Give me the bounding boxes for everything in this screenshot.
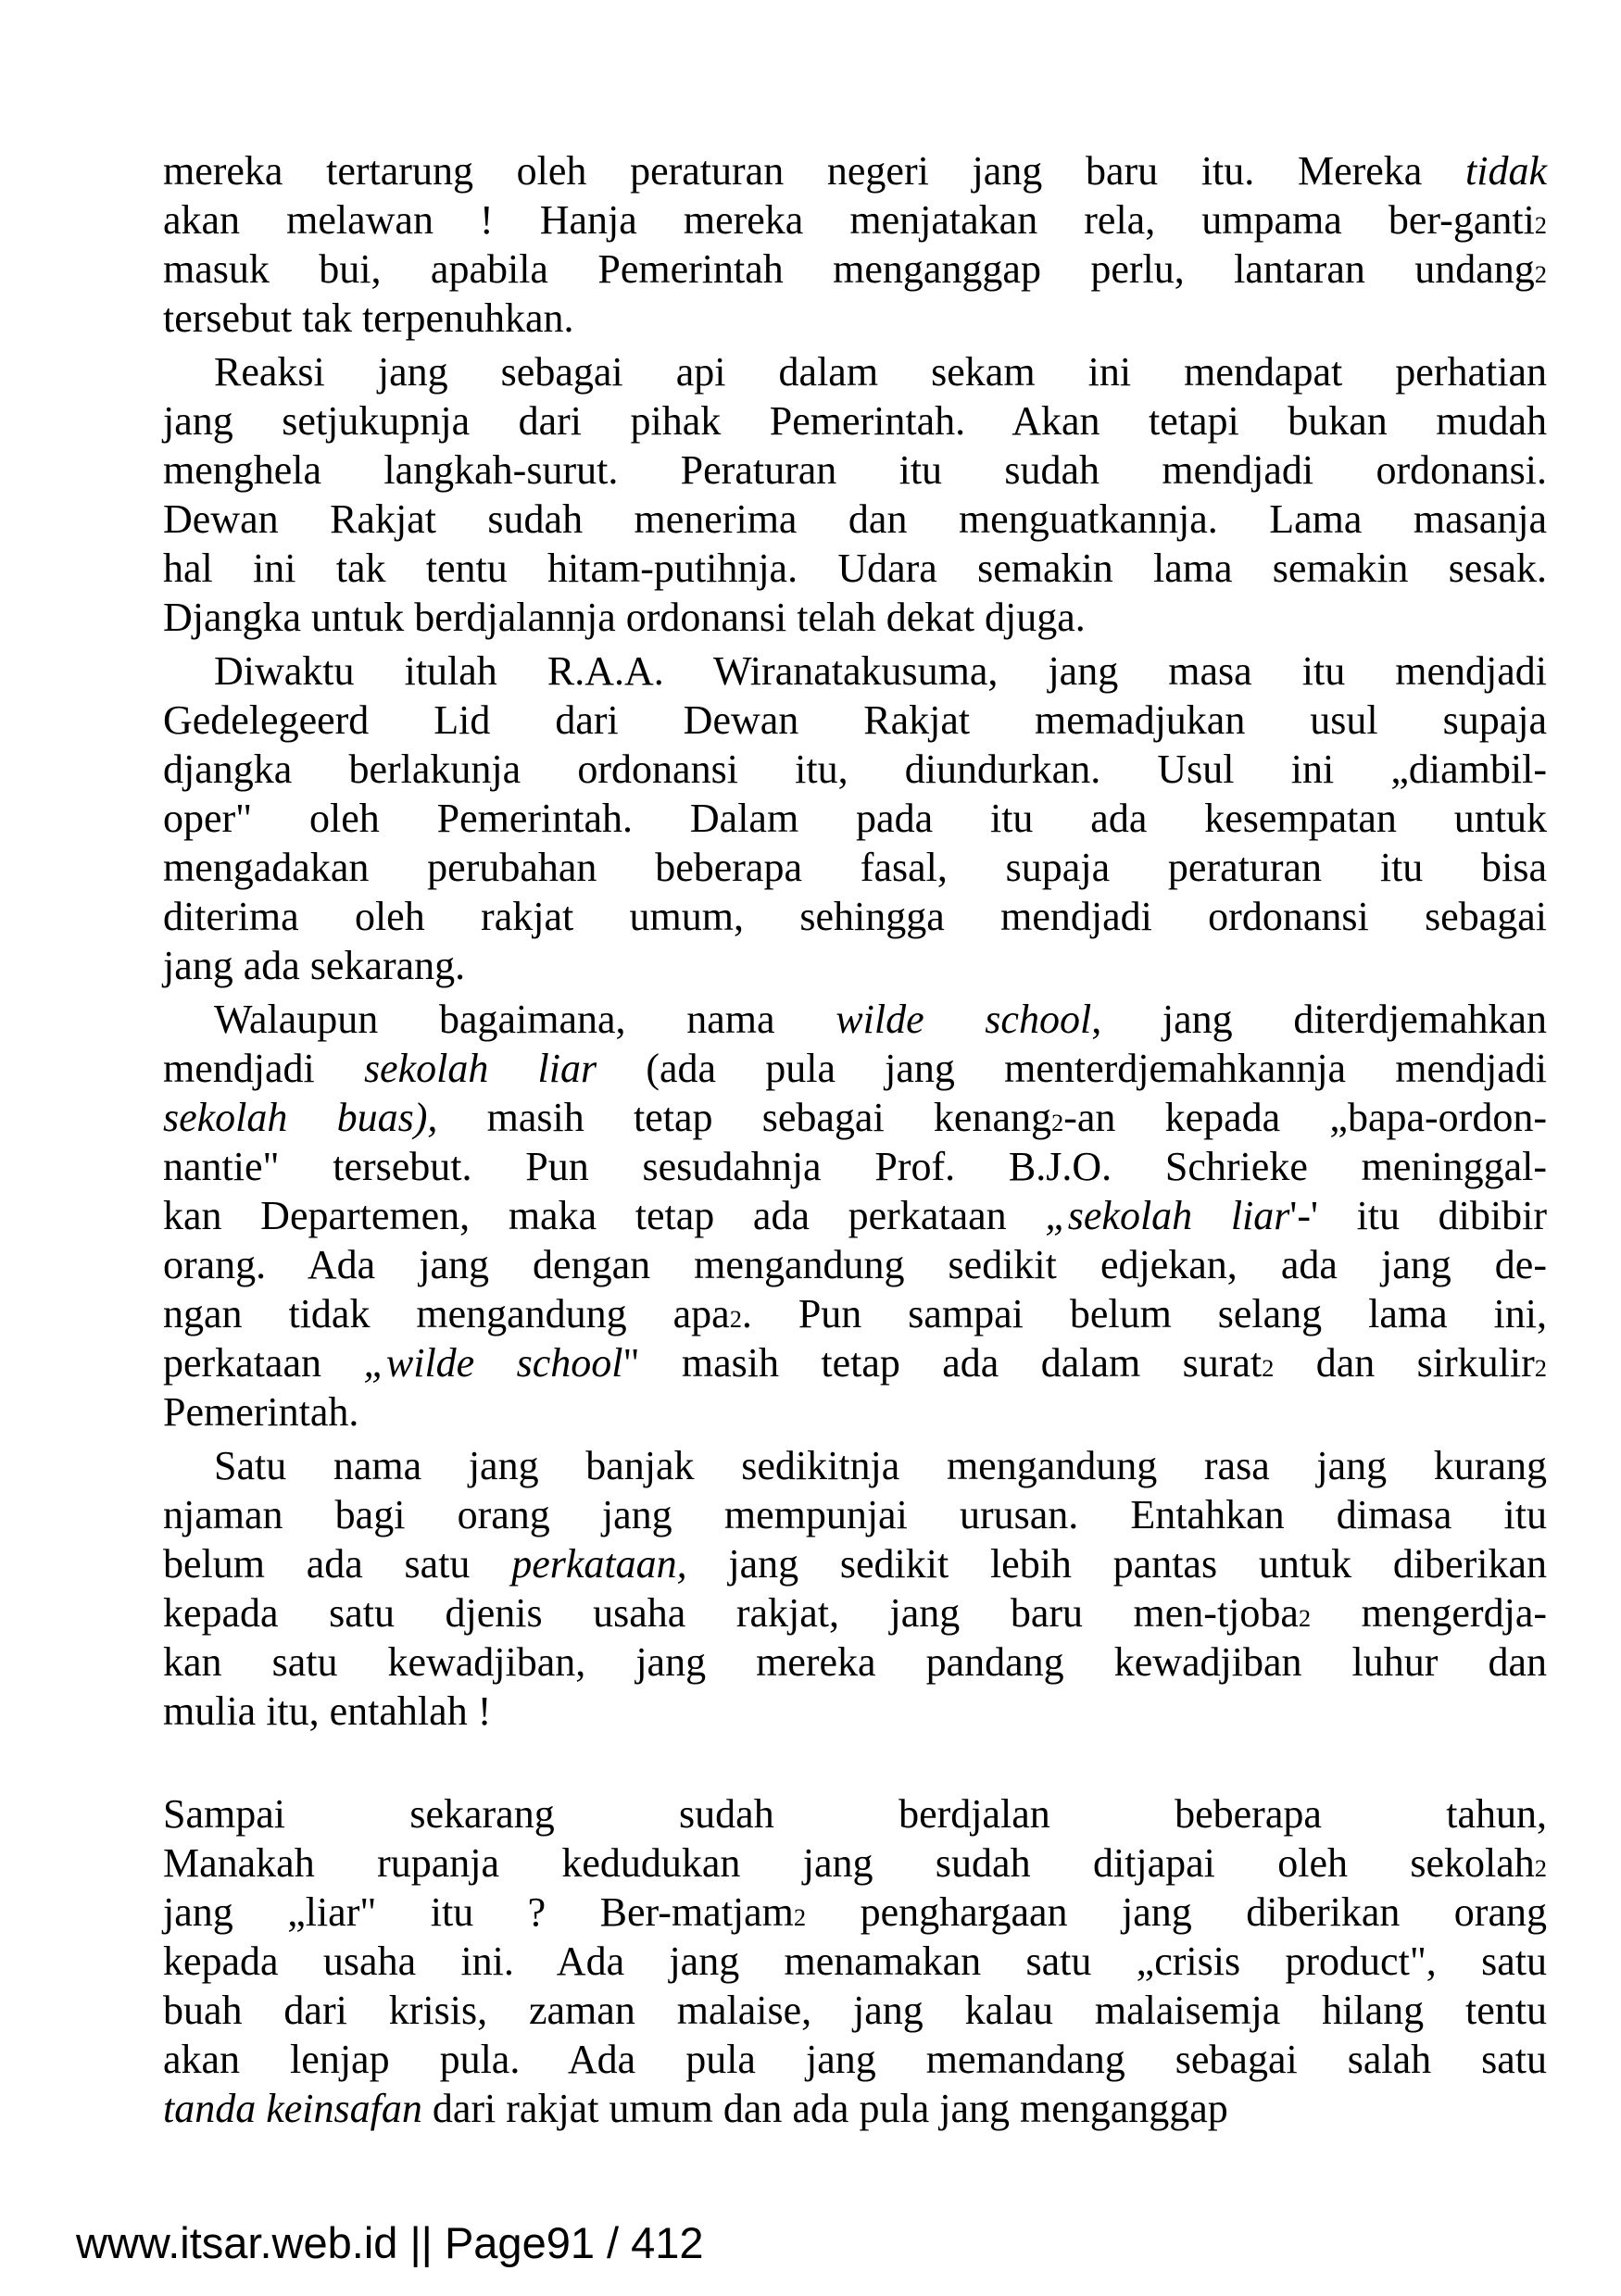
text-segment: ngan tidak mengandung apa bbox=[163, 1291, 730, 1336]
text-line bbox=[163, 794, 1547, 843]
text-line bbox=[163, 2084, 1547, 2133]
superscript: 2 bbox=[1298, 1604, 1312, 1632]
text-line bbox=[163, 1093, 1547, 1142]
text-line bbox=[163, 843, 1547, 892]
text-line bbox=[163, 2035, 1547, 2084]
text-segment: mengerdja- bbox=[1311, 1590, 1547, 1636]
superscript: 2 bbox=[729, 1305, 742, 1333]
text-line bbox=[163, 892, 1547, 941]
italic-segment: sekolah buas), bbox=[163, 1095, 438, 1140]
text-segment: mulia itu, entahlah ! bbox=[163, 1688, 492, 1734]
text-line bbox=[163, 445, 1547, 495]
paragraph bbox=[163, 646, 1547, 990]
text-line bbox=[163, 347, 1547, 396]
text-segment: '-' itu dibibir bbox=[1289, 1193, 1547, 1238]
text-line bbox=[163, 941, 1547, 990]
text-segment: kepada usaha ini. Ada jang menamakan satu „crisis product", satu bbox=[163, 1938, 1547, 1984]
italic-segment: „sekolah liar bbox=[1045, 1193, 1290, 1238]
text-line bbox=[163, 1838, 1547, 1888]
text-segment: Gedelegeerd Lid dari Dewan Rakjat memadjukan usul supaja bbox=[163, 697, 1547, 743]
text-segment: akan melawan ! Hanja mereka menjatakan rela, umpama ber-ganti bbox=[163, 197, 1535, 243]
italic-segment: sekolah liar bbox=[363, 1046, 597, 1091]
text-segment: Djangka untuk berdjalannja ordonansi telah dekat djuga. bbox=[163, 595, 1086, 640]
superscript: 2 bbox=[1534, 211, 1547, 239]
text-line bbox=[163, 544, 1547, 593]
text-line bbox=[163, 646, 1547, 696]
page-footer bbox=[76, 2218, 704, 2267]
italic-segment: wilde school bbox=[836, 997, 1092, 1042]
text-segment: , jang diterdjemahkan bbox=[1091, 997, 1548, 1042]
text-line bbox=[163, 696, 1547, 745]
text-segment: . Pun sampai belum selang lama ini, bbox=[741, 1291, 1547, 1336]
text-line bbox=[163, 495, 1547, 544]
text-segment: oper" oleh Pemerintah. Dalam pada itu ada kesempatan untuk bbox=[163, 796, 1547, 841]
text-line bbox=[163, 1490, 1547, 1539]
text-line bbox=[163, 1937, 1547, 1986]
italic-segment: tanda keinsafan bbox=[163, 2086, 422, 2131]
text-line bbox=[163, 294, 1547, 343]
superscript: 2 bbox=[1534, 260, 1547, 288]
text-segment: hal ini tak tentu hitam-putihnja. Udara semakin lama semakin sesak. bbox=[163, 546, 1547, 591]
body-text bbox=[163, 146, 1547, 2133]
text-segment: mendjadi bbox=[163, 1046, 364, 1091]
text-segment: kepada satu djenis usaha rakjat, jang baru men-tjoba bbox=[163, 1590, 1299, 1636]
text-segment: djangka berlakunja ordonansi itu, diundurkan. Usul ini „diambil- bbox=[163, 747, 1547, 792]
text-line bbox=[163, 1539, 1547, 1588]
text-segment: mengadakan perubahan beberapa fasal, supaja peraturan itu bisa bbox=[163, 845, 1547, 890]
text-line bbox=[163, 995, 1547, 1044]
text-segment: Diwaktu itulah R.A.A. Wiranatakusuma, jang masa itu mendjadi bbox=[214, 648, 1547, 694]
paragraph bbox=[163, 1789, 1547, 2133]
text-segment: Reaksi jang sebagai api dalam sekam ini mendapat perhatian bbox=[214, 349, 1547, 395]
text-segment: " masih tetap ada dalam surat bbox=[622, 1340, 1263, 1386]
text-segment: dari rakjat umum dan ada pula jang menganggap bbox=[421, 2086, 1228, 2131]
text-segment: masuk bui, apabila Pemerintah menganggap perlu, lantaran undang bbox=[163, 246, 1535, 292]
italic-segment: perkataan, bbox=[511, 1541, 687, 1587]
text-line bbox=[163, 1191, 1547, 1240]
text-segment: masih tetap sebagai kenang bbox=[437, 1095, 1051, 1140]
text-segment: Satu nama jang banjak sedikitnja mengandung rasa jang kurang bbox=[214, 1443, 1547, 1488]
text-segment: Sampai sekarang sudah berdjalan beberapa tahun, bbox=[163, 1791, 1547, 1837]
text-line bbox=[163, 1637, 1547, 1687]
text-line bbox=[163, 1387, 1547, 1437]
text-line bbox=[163, 1289, 1547, 1338]
text-line bbox=[163, 593, 1547, 642]
italic-segment: tidak bbox=[1465, 148, 1547, 194]
text-segment: belum ada satu bbox=[163, 1541, 512, 1587]
text-segment: orang. Ada jang dengan mengandung sedikit edjekan, ada jang de- bbox=[163, 1242, 1547, 1287]
text-segment: perkataan bbox=[163, 1340, 364, 1386]
text-segment: tersebut tak terpenuhkan. bbox=[163, 295, 574, 341]
text-line bbox=[163, 1441, 1547, 1490]
text-line bbox=[163, 195, 1547, 245]
text-line bbox=[163, 1687, 1547, 1736]
text-segment: (ada pula jang menterdjemahkannja mendjadi bbox=[597, 1046, 1548, 1091]
text-segment: jang „liar" itu ? Ber-matjam bbox=[163, 1889, 794, 1935]
text-segment: Dewan Rakjat sudah menerima dan menguatkannja. Lama masanja bbox=[163, 496, 1547, 542]
text-segment: njaman bagi orang jang mempunjai urusan. Entahkan dimasa itu bbox=[163, 1492, 1547, 1537]
paragraph bbox=[163, 347, 1547, 642]
text-line bbox=[163, 1588, 1547, 1637]
text-segment: akan lenjap pula. Ada pula jang memandang sebagai salah satu bbox=[163, 2037, 1547, 2082]
superscript: 2 bbox=[1534, 1354, 1547, 1382]
text-line bbox=[163, 1338, 1547, 1387]
text-line bbox=[163, 1240, 1547, 1289]
text-segment: menghela langkah-surut. Peraturan itu sudah mendjadi ordonansi. bbox=[163, 447, 1547, 493]
text-segment: jang setjukupnja dari pihak Pemerintah. Akan tetapi bukan mudah bbox=[163, 398, 1547, 444]
text-segment: Walaupun bagaimana, nama bbox=[214, 997, 836, 1042]
text-segment: dan sirkulir bbox=[1274, 1340, 1535, 1386]
text-segment: diterima oleh rakjat umum, sehingga mendjadi ordonansi sebagai bbox=[163, 894, 1547, 939]
superscript: 2 bbox=[1262, 1354, 1275, 1382]
text-segment: penghargaan jang diberikan orang bbox=[806, 1889, 1547, 1935]
superscript: 2 bbox=[793, 1903, 807, 1931]
text-line bbox=[163, 146, 1547, 195]
footer-text: www.itsar.web.id || Page91 / 412 bbox=[76, 2218, 704, 2267]
text-segment: nantie" tersebut. Pun sesudahnja Prof. B.J.O. Schrieke meninggal- bbox=[163, 1144, 1547, 1189]
italic-segment: „wilde school bbox=[363, 1340, 623, 1386]
text-segment: -an kepada „bapa-ordon- bbox=[1063, 1095, 1547, 1140]
text-line bbox=[163, 1044, 1547, 1093]
text-segment: kan Departemen, maka tetap ada perkataan bbox=[163, 1193, 1046, 1238]
text-segment: Pemerintah. bbox=[163, 1389, 359, 1435]
text-line bbox=[163, 745, 1547, 794]
text-line bbox=[163, 1888, 1547, 1937]
paragraph bbox=[163, 995, 1547, 1437]
text-segment: jang ada sekarang. bbox=[163, 943, 466, 988]
text-line bbox=[163, 245, 1547, 294]
text-line bbox=[163, 1789, 1547, 1838]
text-segment: mereka tertarung oleh peraturan negeri jang baru itu. Mereka bbox=[163, 148, 1466, 194]
text-line bbox=[163, 396, 1547, 445]
text-segment: buah dari krisis, zaman malaise, jang kalau malaisemja hilang tentu bbox=[163, 1988, 1547, 2033]
superscript: 2 bbox=[1050, 1109, 1064, 1136]
text-line bbox=[163, 1142, 1547, 1191]
text-line bbox=[163, 1986, 1547, 2035]
text-segment: jang sedikit lebih pantas untuk diberikan bbox=[686, 1541, 1547, 1587]
paragraph bbox=[163, 146, 1547, 343]
text-segment: Manakah rupanja kedudukan jang sudah ditjapai oleh sekolah bbox=[163, 1840, 1535, 1886]
superscript: 2 bbox=[1534, 1854, 1547, 1882]
paragraph bbox=[163, 1441, 1547, 1736]
text-segment: kan satu kewadjiban, jang mereka pandang kewadjiban luhur dan bbox=[163, 1639, 1547, 1685]
